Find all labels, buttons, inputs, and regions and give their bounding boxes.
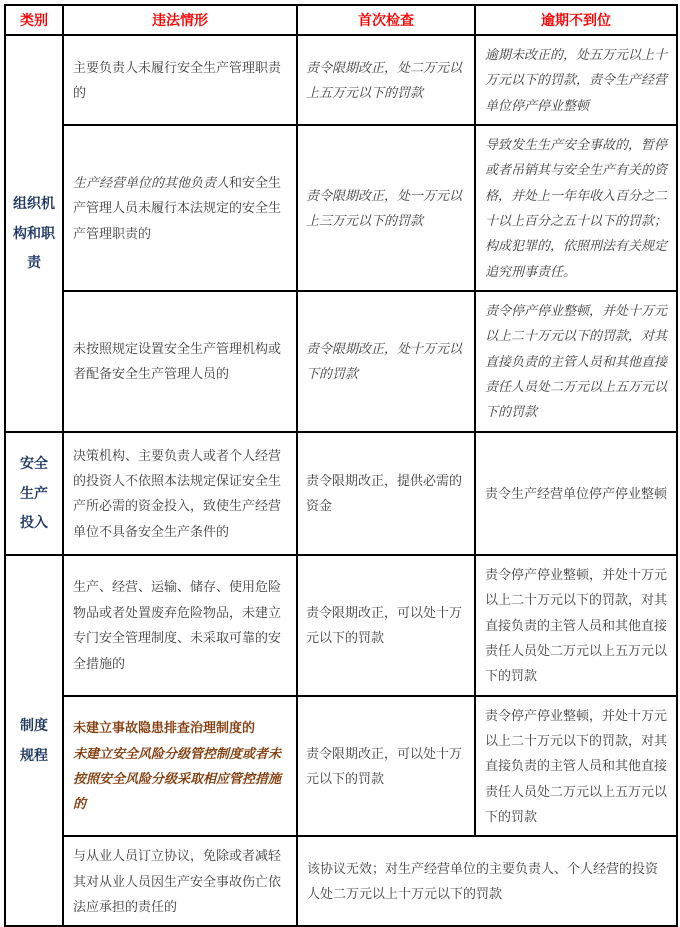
table-row: [5, 125, 677, 291]
category-line: 规程: [20, 746, 48, 763]
cell-violation-6: [63, 696, 297, 837]
category-line: 安全: [20, 455, 48, 472]
cell-overdue-5: 责令停产停业整顿，并处十万元以上二十万元以下的罚款，对其直接负责的主管人员和其他直接责任人员处二万元以上五万元以下的罚款: [475, 555, 677, 696]
violation-kaiti-part: 生产经营单位的其他负责人: [73, 175, 230, 191]
header-overdue: 逾期不到位: [475, 5, 677, 35]
table-row: [5, 35, 677, 125]
cell-overdue-1: 逾期未改正的，处五万元以上十万元以下的罚款，责令生产经营单位停产停业整顿: [475, 35, 677, 125]
header-violation: 违法情形: [63, 5, 297, 35]
category-safety-investment: [5, 432, 63, 555]
cell-violation-5: 生产、经营、运输、储存、使用危险物品或者处置废弃危险物品，未建立专门安全管理制度、未采取可靠的安全措施的: [63, 555, 297, 696]
violation-highlight-line2: 未建立安全风险分级管控制度或者未按照安全风险分级采取相应管控措施的: [73, 745, 282, 812]
table-row: [5, 555, 677, 696]
category-line: 构和职: [13, 224, 55, 241]
header-first-check: 首次检查: [297, 5, 475, 35]
cell-overdue-3: 责令停产停业整顿，并处十万元以上二十万元以下的罚款，对其直接负责的主管人员和其他直接责任人员处二万元以上五万元以下的罚款: [475, 291, 677, 432]
category-line: 组织机: [13, 195, 55, 212]
table-row: [5, 696, 677, 837]
cell-violation-7: 与从业人员订立协议，免除或者减轻其对从业人员因生产安全事故伤亡依法应承担的责任的: [63, 836, 297, 926]
cell-first-check-2: 责令限期改正，处一万元以上三万元以下的罚款: [297, 125, 475, 291]
category-line: 制度: [20, 717, 48, 734]
cell-violation-2: [63, 125, 297, 291]
cell-first-check-6: 责令限期改正，可以处十万元以下的罚款: [297, 696, 475, 837]
cell-first-check-3: 责令限期改正，处十万元以下的罚款: [297, 291, 475, 432]
cell-first-check-1: 责令限期改正，处二万元以上五万元以下的罚款: [297, 35, 475, 125]
cell-overdue-4: 责令生产经营单位停产停业整顿: [475, 432, 677, 555]
table-row: [5, 291, 677, 432]
table-row: [5, 432, 677, 555]
cell-first-check-4: 责令限期改正，提供必需的资金: [297, 432, 475, 555]
violation-highlight-line1: 未建立事故隐患排查治理制度的: [73, 720, 256, 736]
category-line: 投入: [20, 514, 48, 530]
cell-violation-1: 主要负责人未履行安全生产管理职责的: [63, 35, 297, 125]
category-org-structure: [5, 35, 63, 432]
cell-violation-3: 未按照规定设置安全生产管理机构或者配备安全生产管理人员的: [63, 291, 297, 432]
cell-penalty-merged-7: 该协议无效；对生产经营单位的主要负责人、个人经营的投资人处二万元以上十万元以下的罚款: [297, 836, 677, 926]
category-rules-regulations: [5, 555, 63, 926]
violation-regular-part: 和安全生产管理人员未履行本法规定的安全生产管理职责的: [73, 175, 282, 241]
table-row: [5, 836, 677, 926]
cell-overdue-2: 导致发生生产安全事故的，暂停或者吊销其与安全生产有关的资格，并处上一年年收入百分之二十以上百分之五十以下的罚款；构成犯罪的，依照刑法有关规定追究刑事责任。: [475, 125, 677, 291]
cell-violation-4: 决策机构、主要负责人或者个人经营的投资人不依照本法规定保证安全生产所必需的资金投入，致使生产经营单位不具备安全生产条件的: [63, 432, 297, 555]
category-line: 生产: [20, 484, 48, 501]
cell-overdue-6: 责令停产停业整顿，并处十万元以上二十万元以下的罚款，对其直接负责的主管人员和其他直接责任人员处二万元以上五万元以下的罚款: [475, 696, 677, 837]
header-row: [5, 5, 677, 35]
category-line: 责: [27, 254, 41, 271]
penalty-table: [4, 4, 678, 927]
header-category: 类别: [5, 5, 63, 35]
cell-first-check-5: 责令限期改正，可以处十万元以下的罚款: [297, 555, 475, 696]
